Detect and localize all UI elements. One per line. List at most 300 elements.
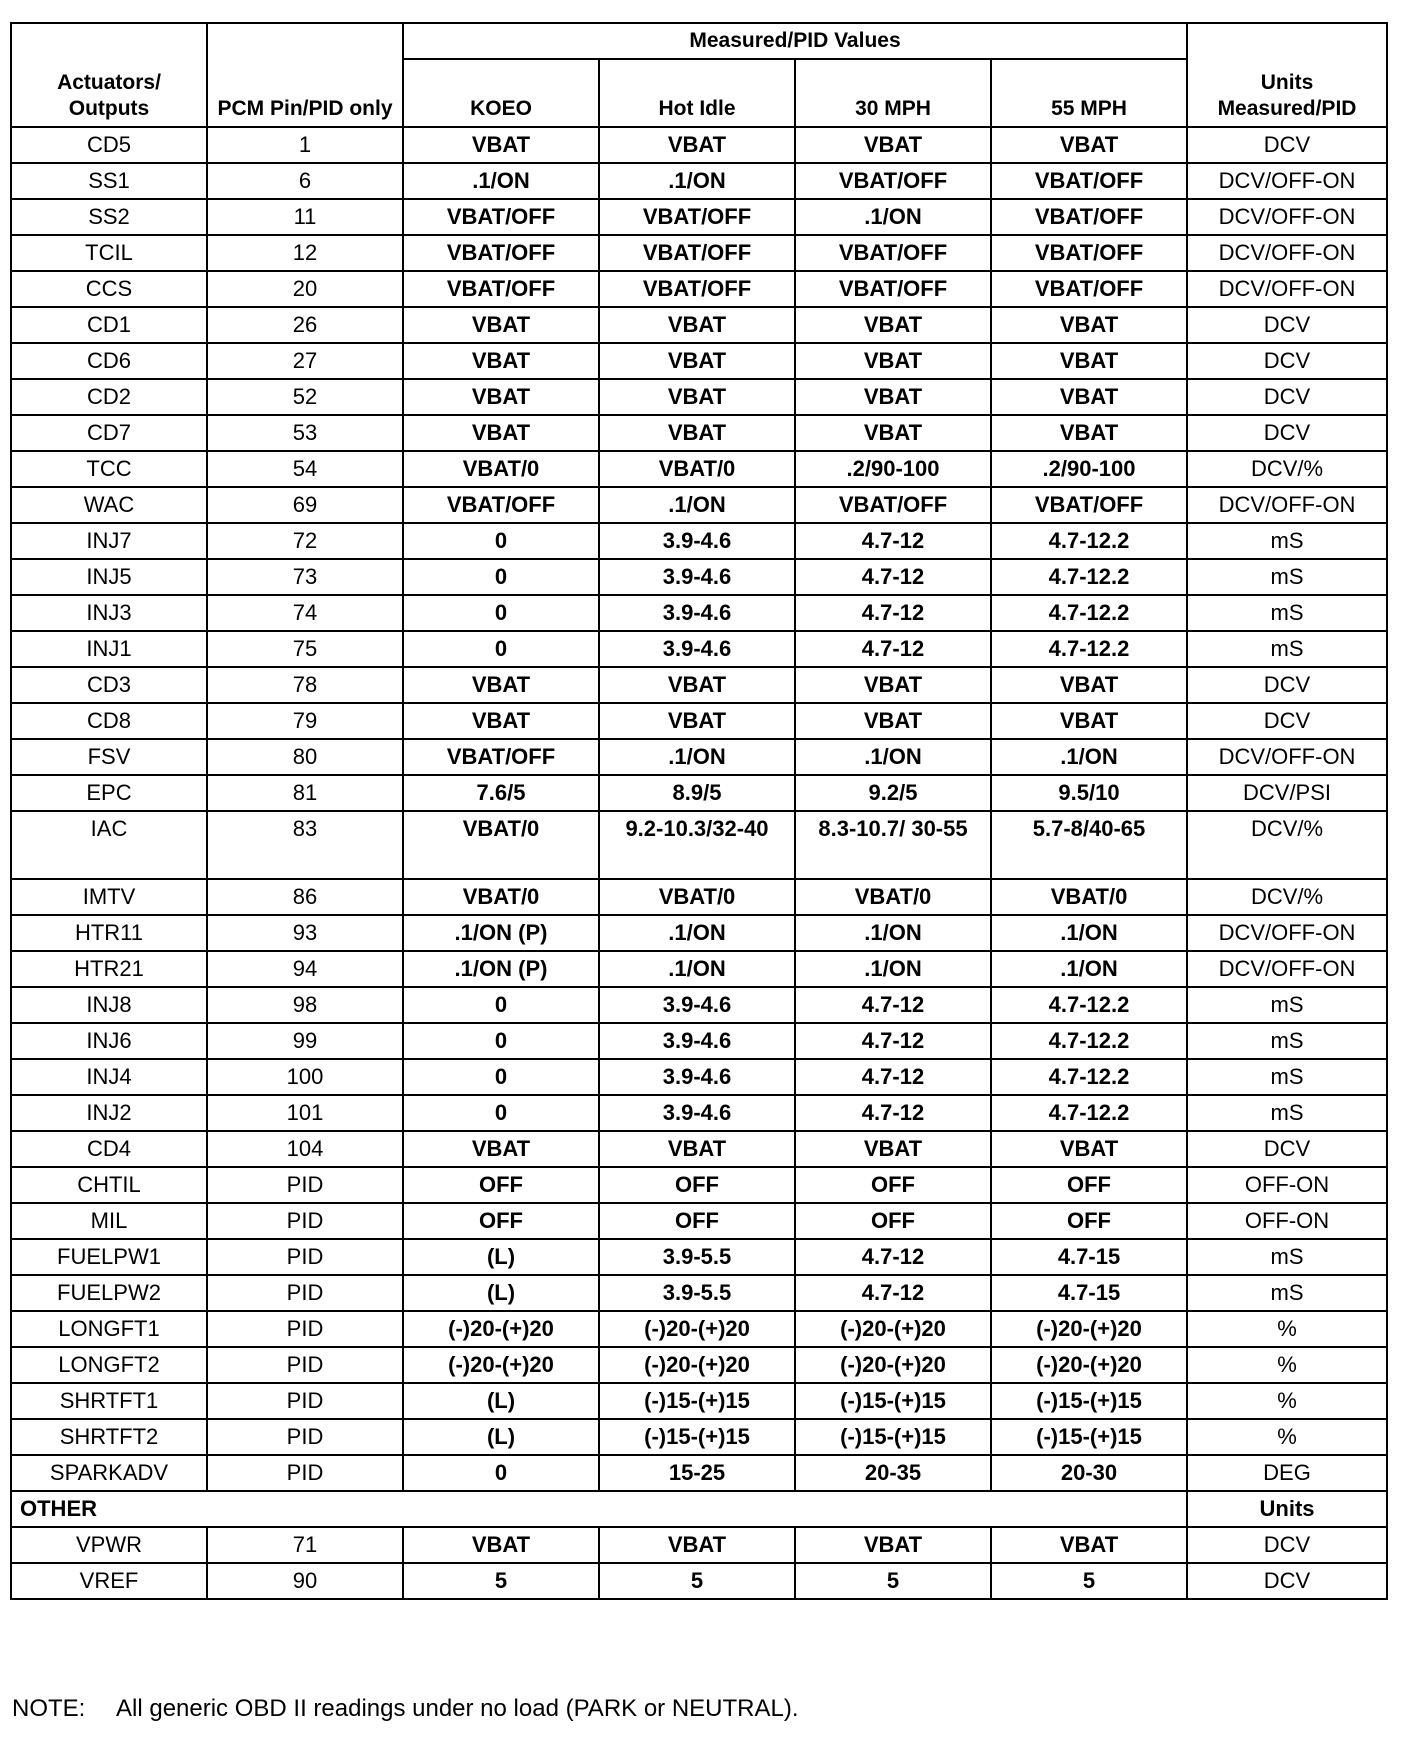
- actuator-name: CD5: [11, 127, 207, 163]
- pcm-pin: 26: [207, 307, 403, 343]
- actuator-name: SS1: [11, 163, 207, 199]
- mph30-value: 4.7-12: [795, 595, 991, 631]
- pcm-pin: 73: [207, 559, 403, 595]
- hot-idle-value: VBAT/0: [599, 879, 795, 915]
- units-value: DCV: [1187, 127, 1387, 163]
- actuator-name: SS2: [11, 199, 207, 235]
- units-value: DCV/PSI: [1187, 775, 1387, 811]
- koeo-value: .1/ON: [403, 163, 599, 199]
- units-value: DCV: [1187, 1563, 1387, 1599]
- mph30-value: VBAT/OFF: [795, 487, 991, 523]
- mph55-value: 4.7-12.2: [991, 595, 1187, 631]
- mph55-value: VBAT: [991, 415, 1187, 451]
- table-row: [11, 523, 1387, 559]
- pcm-pin: 81: [207, 775, 403, 811]
- hot-idle-value: .1/ON: [599, 163, 795, 199]
- actuator-name: CCS: [11, 271, 207, 307]
- koeo-value: (-)20-(+)20: [403, 1347, 599, 1383]
- pcm-pin: 75: [207, 631, 403, 667]
- pcm-pin: 100: [207, 1059, 403, 1095]
- koeo-value: 0: [403, 595, 599, 631]
- actuator-name: FUELPW1: [11, 1239, 207, 1275]
- mph55-value: (-)15-(+)15: [991, 1383, 1187, 1419]
- table-body: [11, 127, 1387, 1491]
- actuator-name: TCIL: [11, 235, 207, 271]
- mph55-value: VBAT/OFF: [991, 487, 1187, 523]
- mph55-value: .1/ON: [991, 739, 1187, 775]
- note-label: NOTE:: [12, 1695, 86, 1722]
- pcm-pin: 71: [207, 1527, 403, 1563]
- hot-idle-value: VBAT: [599, 343, 795, 379]
- pcm-pin: PID: [207, 1275, 403, 1311]
- mph55-value: VBAT: [991, 343, 1187, 379]
- mph30-value: VBAT: [795, 667, 991, 703]
- koeo-value: VBAT: [403, 127, 599, 163]
- table-row: [11, 811, 1387, 879]
- hot-idle-value: 8.9/5: [599, 775, 795, 811]
- koeo-value: 0: [403, 1095, 599, 1131]
- actuator-name: INJ8: [11, 987, 207, 1023]
- mph30-value: VBAT: [795, 415, 991, 451]
- hot-idle-value: 3.9-5.5: [599, 1239, 795, 1275]
- mph30-value: VBAT: [795, 127, 991, 163]
- mph55-value: (-)20-(+)20: [991, 1311, 1187, 1347]
- pcm-pin: 72: [207, 523, 403, 559]
- hot-idle-value: OFF: [599, 1167, 795, 1203]
- koeo-value: VBAT: [403, 415, 599, 451]
- hot-idle-value: VBAT/0: [599, 451, 795, 487]
- koeo-value: 5: [403, 1563, 599, 1599]
- actuator-name: SHRTFT2: [11, 1419, 207, 1455]
- pcm-pin: 83: [207, 811, 403, 879]
- hot-idle-value: VBAT: [599, 415, 795, 451]
- table-row: [11, 487, 1387, 523]
- hot-idle-value: VBAT: [599, 1131, 795, 1167]
- hot-idle-value: 3.9-4.6: [599, 595, 795, 631]
- actuator-name: MIL: [11, 1203, 207, 1239]
- actuator-name: INJ1: [11, 631, 207, 667]
- hot-idle-value: 3.9-5.5: [599, 1275, 795, 1311]
- pcm-pin: 53: [207, 415, 403, 451]
- table-row: [11, 343, 1387, 379]
- actuator-name: IMTV: [11, 879, 207, 915]
- koeo-value: VBAT: [403, 379, 599, 415]
- units-value: DCV: [1187, 343, 1387, 379]
- units-value: DCV: [1187, 415, 1387, 451]
- pcm-pin: PID: [207, 1167, 403, 1203]
- mph30-value: 4.7-12: [795, 1239, 991, 1275]
- header-koeo: KOEO: [403, 59, 599, 127]
- table-row: [11, 271, 1387, 307]
- actuator-name: INJ6: [11, 1023, 207, 1059]
- koeo-value: 0: [403, 1023, 599, 1059]
- mph30-value: 4.7-12: [795, 1095, 991, 1131]
- table-row: [11, 775, 1387, 811]
- actuator-name: INJ5: [11, 559, 207, 595]
- koeo-value: VBAT: [403, 667, 599, 703]
- pid-values-table: [10, 22, 1388, 1600]
- hot-idle-value: VBAT: [599, 127, 795, 163]
- mph30-value: 9.2/5: [795, 775, 991, 811]
- mph55-value: VBAT/OFF: [991, 199, 1187, 235]
- table-row: [11, 415, 1387, 451]
- mph30-value: 4.7-12: [795, 523, 991, 559]
- table-row: [11, 1419, 1387, 1455]
- pcm-pin: 86: [207, 879, 403, 915]
- mph30-value: VBAT: [795, 1131, 991, 1167]
- mph55-value: .2/90-100: [991, 451, 1187, 487]
- mph55-value: 4.7-15: [991, 1275, 1187, 1311]
- units-value: DCV: [1187, 307, 1387, 343]
- table-header: [11, 23, 1387, 127]
- koeo-value: 0: [403, 523, 599, 559]
- actuator-name: INJ2: [11, 1095, 207, 1131]
- table-row: [11, 915, 1387, 951]
- mph55-value: VBAT: [991, 667, 1187, 703]
- mph55-value: VBAT: [991, 1527, 1187, 1563]
- koeo-value: 0: [403, 1455, 599, 1491]
- table-row: [11, 163, 1387, 199]
- units-value: %: [1187, 1311, 1387, 1347]
- actuator-name: CD6: [11, 343, 207, 379]
- koeo-value: VBAT/OFF: [403, 487, 599, 523]
- koeo-value: VBAT/0: [403, 811, 599, 879]
- table-row: [11, 1311, 1387, 1347]
- header-measured-group: Measured/PID Values: [403, 23, 1187, 59]
- hot-idle-value: 3.9-4.6: [599, 987, 795, 1023]
- mph55-value: (-)15-(+)15: [991, 1419, 1187, 1455]
- hot-idle-value: VBAT: [599, 667, 795, 703]
- hot-idle-value: .1/ON: [599, 951, 795, 987]
- table-row: [11, 739, 1387, 775]
- pcm-pin: PID: [207, 1347, 403, 1383]
- koeo-value: VBAT/OFF: [403, 739, 599, 775]
- pcm-pin: 74: [207, 595, 403, 631]
- pcm-pin: 79: [207, 703, 403, 739]
- units-value: DCV/OFF-ON: [1187, 739, 1387, 775]
- hot-idle-value: .1/ON: [599, 487, 795, 523]
- mph55-value: (-)20-(+)20: [991, 1347, 1187, 1383]
- mph55-value: VBAT/OFF: [991, 271, 1187, 307]
- pcm-pin: PID: [207, 1239, 403, 1275]
- hot-idle-value: VBAT: [599, 379, 795, 415]
- actuator-name: CD1: [11, 307, 207, 343]
- mph55-value: 4.7-12.2: [991, 1095, 1187, 1131]
- document: [10, 22, 1386, 1600]
- table-row: [11, 1275, 1387, 1311]
- mph30-value: 4.7-12: [795, 1275, 991, 1311]
- pcm-pin: 104: [207, 1131, 403, 1167]
- pcm-pin: 69: [207, 487, 403, 523]
- other-section: [11, 1491, 1387, 1599]
- pcm-pin: 52: [207, 379, 403, 415]
- mph55-value: OFF: [991, 1167, 1187, 1203]
- pcm-pin: 99: [207, 1023, 403, 1059]
- koeo-value: OFF: [403, 1167, 599, 1203]
- units-value: DCV: [1187, 1131, 1387, 1167]
- mph55-value: 4.7-12.2: [991, 631, 1187, 667]
- koeo-value: VBAT: [403, 1131, 599, 1167]
- mph30-value: VBAT/OFF: [795, 163, 991, 199]
- mph30-value: 4.7-12: [795, 1059, 991, 1095]
- koeo-value: 0: [403, 559, 599, 595]
- koeo-value: 0: [403, 987, 599, 1023]
- table-row: [11, 199, 1387, 235]
- actuator-name: INJ4: [11, 1059, 207, 1095]
- mph30-value: VBAT: [795, 379, 991, 415]
- actuator-name: IAC: [11, 811, 207, 879]
- mph30-value: .1/ON: [795, 739, 991, 775]
- header-30mph: 30 MPH: [795, 59, 991, 127]
- pcm-pin: PID: [207, 1419, 403, 1455]
- mph55-value: 4.7-12.2: [991, 1023, 1187, 1059]
- hot-idle-value: VBAT: [599, 703, 795, 739]
- koeo-value: VBAT: [403, 343, 599, 379]
- hot-idle-value: (-)15-(+)15: [599, 1383, 795, 1419]
- koeo-value: (L): [403, 1383, 599, 1419]
- koeo-value: (L): [403, 1419, 599, 1455]
- other-section-spacer: [207, 1491, 1187, 1527]
- hot-idle-value: .1/ON: [599, 915, 795, 951]
- hot-idle-value: (-)20-(+)20: [599, 1347, 795, 1383]
- actuator-name: CD3: [11, 667, 207, 703]
- units-value: mS: [1187, 1059, 1387, 1095]
- table-row: [11, 1347, 1387, 1383]
- units-value: OFF-ON: [1187, 1203, 1387, 1239]
- mph30-value: (-)15-(+)15: [795, 1419, 991, 1455]
- units-value: mS: [1187, 987, 1387, 1023]
- mph30-value: (-)20-(+)20: [795, 1311, 991, 1347]
- mph55-value: 5.7-8/40-65: [991, 811, 1187, 879]
- table-row: [11, 1563, 1387, 1599]
- actuator-name: LONGFT2: [11, 1347, 207, 1383]
- hot-idle-value: OFF: [599, 1203, 795, 1239]
- table-row: [11, 879, 1387, 915]
- units-value: DCV/%: [1187, 451, 1387, 487]
- hot-idle-value: VBAT/OFF: [599, 199, 795, 235]
- hot-idle-value: 15-25: [599, 1455, 795, 1491]
- units-value: OFF-ON: [1187, 1167, 1387, 1203]
- pcm-pin: 98: [207, 987, 403, 1023]
- actuator-name: FSV: [11, 739, 207, 775]
- mph30-value: VBAT: [795, 343, 991, 379]
- koeo-value: VBAT/OFF: [403, 271, 599, 307]
- table-row: [11, 1527, 1387, 1563]
- table-row: [11, 1167, 1387, 1203]
- mph55-value: VBAT: [991, 1131, 1187, 1167]
- pcm-pin: 6: [207, 163, 403, 199]
- mph55-value: VBAT: [991, 127, 1187, 163]
- header-hot-idle: Hot Idle: [599, 59, 795, 127]
- mph55-value: VBAT: [991, 307, 1187, 343]
- table-row: [11, 987, 1387, 1023]
- mph55-value: 4.7-15: [991, 1239, 1187, 1275]
- units-value: mS: [1187, 1095, 1387, 1131]
- hot-idle-value: .1/ON: [599, 739, 795, 775]
- koeo-value: 7.6/5: [403, 775, 599, 811]
- actuator-name: HTR21: [11, 951, 207, 987]
- table-row: [11, 451, 1387, 487]
- mph30-value: VBAT: [795, 1527, 991, 1563]
- hot-idle-value: 3.9-4.6: [599, 559, 795, 595]
- actuator-name: SPARKADV: [11, 1455, 207, 1491]
- actuator-name: CHTIL: [11, 1167, 207, 1203]
- pcm-pin: PID: [207, 1455, 403, 1491]
- koeo-value: VBAT/0: [403, 451, 599, 487]
- mph55-value: 20-30: [991, 1455, 1187, 1491]
- table-row: [11, 1239, 1387, 1275]
- units-value: DCV: [1187, 667, 1387, 703]
- table-row: [11, 127, 1387, 163]
- actuator-name: INJ7: [11, 523, 207, 559]
- table-row: [11, 559, 1387, 595]
- pcm-pin: 11: [207, 199, 403, 235]
- table-row: [11, 1455, 1387, 1491]
- mph30-value: (-)15-(+)15: [795, 1383, 991, 1419]
- units-value: DCV/OFF-ON: [1187, 487, 1387, 523]
- units-value: DCV/OFF-ON: [1187, 163, 1387, 199]
- mph55-value: VBAT: [991, 703, 1187, 739]
- hot-idle-value: 3.9-4.6: [599, 631, 795, 667]
- units-value: DCV/%: [1187, 811, 1387, 879]
- koeo-value: VBAT: [403, 703, 599, 739]
- hot-idle-value: 9.2-10.3/32-40: [599, 811, 795, 879]
- table-row: [11, 1383, 1387, 1419]
- hot-idle-value: 3.9-4.6: [599, 1095, 795, 1131]
- table-row: [11, 307, 1387, 343]
- mph30-value: 20-35: [795, 1455, 991, 1491]
- units-value: DEG: [1187, 1455, 1387, 1491]
- mph30-value: VBAT/0: [795, 879, 991, 915]
- table-row: [11, 1131, 1387, 1167]
- mph55-value: VBAT/OFF: [991, 163, 1187, 199]
- koeo-value: .1/ON (P): [403, 951, 599, 987]
- mph55-value: VBAT/OFF: [991, 235, 1187, 271]
- koeo-value: (L): [403, 1239, 599, 1275]
- mph55-value: .1/ON: [991, 915, 1187, 951]
- koeo-value: VBAT/0: [403, 879, 599, 915]
- hot-idle-value: VBAT/OFF: [599, 271, 795, 307]
- koeo-value: VBAT: [403, 307, 599, 343]
- koeo-value: .1/ON (P): [403, 915, 599, 951]
- hot-idle-value: (-)15-(+)15: [599, 1419, 795, 1455]
- units-value: %: [1187, 1347, 1387, 1383]
- pcm-pin: PID: [207, 1203, 403, 1239]
- other-section-header: [11, 1491, 1387, 1527]
- table-row: [11, 951, 1387, 987]
- header-actuators: Actuators/ Outputs: [11, 23, 207, 127]
- mph55-value: 4.7-12.2: [991, 1059, 1187, 1095]
- units-value: mS: [1187, 1239, 1387, 1275]
- mph55-value: VBAT/0: [991, 879, 1187, 915]
- mph30-value: 4.7-12: [795, 631, 991, 667]
- units-value: %: [1187, 1383, 1387, 1419]
- note-text: All generic OBD II readings under no load (PARK or NEUTRAL).: [116, 1695, 799, 1722]
- koeo-value: 0: [403, 1059, 599, 1095]
- table-row: [11, 1059, 1387, 1095]
- pcm-pin: 12: [207, 235, 403, 271]
- other-section-label: OTHER: [11, 1491, 207, 1527]
- actuator-name: FUELPW2: [11, 1275, 207, 1311]
- actuator-name: TCC: [11, 451, 207, 487]
- pcm-pin: 27: [207, 343, 403, 379]
- table-row: [11, 667, 1387, 703]
- mph55-value: OFF: [991, 1203, 1187, 1239]
- pcm-pin: 20: [207, 271, 403, 307]
- pcm-pin: PID: [207, 1311, 403, 1347]
- actuator-name: CD2: [11, 379, 207, 415]
- hot-idle-value: 5: [599, 1563, 795, 1599]
- mph30-value: .1/ON: [795, 951, 991, 987]
- mph55-value: .1/ON: [991, 951, 1187, 987]
- koeo-value: VBAT/OFF: [403, 199, 599, 235]
- mph30-value: .2/90-100: [795, 451, 991, 487]
- mph30-value: OFF: [795, 1203, 991, 1239]
- koeo-value: 0: [403, 631, 599, 667]
- hot-idle-value: VBAT/OFF: [599, 235, 795, 271]
- pcm-pin: 78: [207, 667, 403, 703]
- footnote: [12, 1695, 799, 1723]
- units-value: mS: [1187, 1275, 1387, 1311]
- units-value: DCV/%: [1187, 879, 1387, 915]
- other-section-units: Units: [1187, 1491, 1387, 1527]
- actuator-name: INJ3: [11, 595, 207, 631]
- pcm-pin: 54: [207, 451, 403, 487]
- koeo-value: VBAT: [403, 1527, 599, 1563]
- actuator-name: VPWR: [11, 1527, 207, 1563]
- mph30-value: VBAT/OFF: [795, 271, 991, 307]
- actuator-name: CD8: [11, 703, 207, 739]
- pcm-pin: PID: [207, 1383, 403, 1419]
- actuator-name: LONGFT1: [11, 1311, 207, 1347]
- mph30-value: 4.7-12: [795, 987, 991, 1023]
- actuator-name: WAC: [11, 487, 207, 523]
- hot-idle-value: VBAT: [599, 1527, 795, 1563]
- units-value: DCV/OFF-ON: [1187, 199, 1387, 235]
- mph30-value: (-)20-(+)20: [795, 1347, 991, 1383]
- pcm-pin: 94: [207, 951, 403, 987]
- mph30-value: 8.3-10.7/ 30-55: [795, 811, 991, 879]
- table-row: [11, 703, 1387, 739]
- actuator-name: EPC: [11, 775, 207, 811]
- mph30-value: VBAT: [795, 703, 991, 739]
- actuator-name: VREF: [11, 1563, 207, 1599]
- hot-idle-value: (-)20-(+)20: [599, 1311, 795, 1347]
- units-value: DCV: [1187, 703, 1387, 739]
- pcm-pin: 80: [207, 739, 403, 775]
- header-units: Units Measured/PID: [1187, 23, 1387, 127]
- actuator-name: SHRTFT1: [11, 1383, 207, 1419]
- hot-idle-value: 3.9-4.6: [599, 523, 795, 559]
- pcm-pin: 93: [207, 915, 403, 951]
- mph30-value: .1/ON: [795, 915, 991, 951]
- units-value: DCV/OFF-ON: [1187, 235, 1387, 271]
- table-row: [11, 235, 1387, 271]
- koeo-value: VBAT/OFF: [403, 235, 599, 271]
- mph55-value: 4.7-12.2: [991, 559, 1187, 595]
- pcm-pin: 1: [207, 127, 403, 163]
- table-row: [11, 1023, 1387, 1059]
- units-value: DCV/OFF-ON: [1187, 915, 1387, 951]
- pcm-pin: 90: [207, 1563, 403, 1599]
- units-value: mS: [1187, 595, 1387, 631]
- koeo-value: (L): [403, 1275, 599, 1311]
- koeo-value: OFF: [403, 1203, 599, 1239]
- mph30-value: 4.7-12: [795, 1023, 991, 1059]
- mph30-value: 5: [795, 1563, 991, 1599]
- actuator-name: CD7: [11, 415, 207, 451]
- mph55-value: 9.5/10: [991, 775, 1187, 811]
